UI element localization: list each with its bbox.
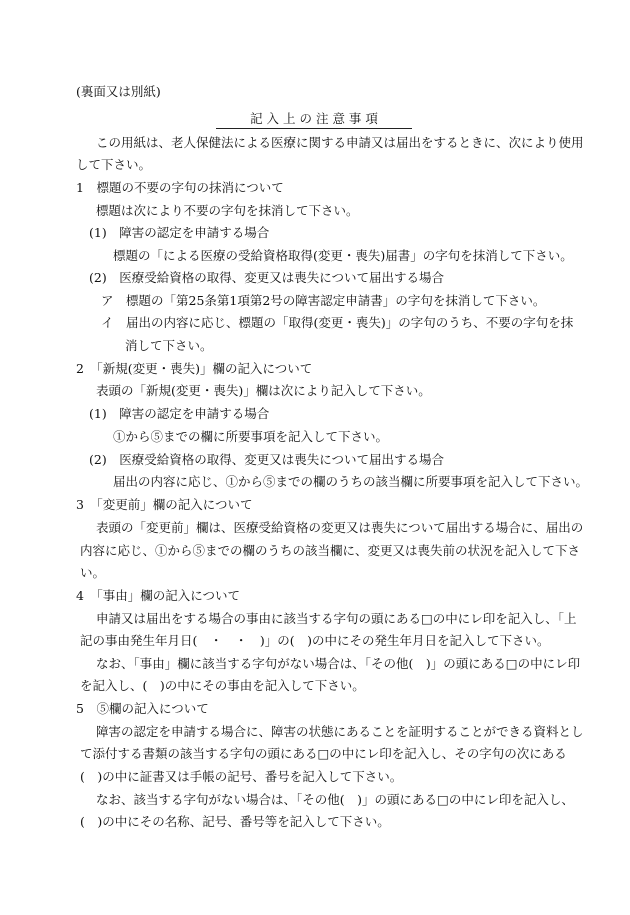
section-1-item-2-i-line-1: イ 届出の内容に応じ、標題の「取得(変更・喪失)」の字句のうち、不要の字句を抹 bbox=[101, 315, 574, 330]
section-5-p1-line-2: て添付する書類の該当する字句の頭にある□の中にレ印を記入し、その字句の次にある bbox=[80, 746, 567, 761]
section-2-item-2-heading: (2) 医療受給資格の取得、変更又は喪失について届出する場合 bbox=[89, 452, 444, 467]
section-1-heading: 1 標題の不要の字句の抹消について bbox=[76, 180, 284, 195]
intro-line-2: して下さい。 bbox=[76, 157, 152, 172]
section-4-p2-line-1: なお、「事由」欄に該当する字句がない場合は、「その他( )」の頭にある□の中にレ印 bbox=[96, 656, 581, 671]
section-2-body: 表頭の「新規(変更・喪失)」欄は次により記入して下さい。 bbox=[96, 383, 431, 398]
section-5-p2-line-2: ( )の中にその名称、記号、番号等を記入して下さい。 bbox=[80, 814, 390, 829]
section-5-p1-line-3: ( )の中に証書又は手帳の記号、番号を記入して下さい。 bbox=[80, 769, 403, 784]
section-2-item-2-body: 届出の内容に応じ、①から⑤までの欄のうちの該当欄に所要事項を記入して下さい。 bbox=[113, 474, 589, 489]
section-4-p1-line-2: 記の事由発生年月日( ・ ・ )」の( )の中にその発生年月日を記入して下さい。 bbox=[80, 633, 550, 648]
section-2-heading: 2 「新規(変更・喪失)」欄の記入について bbox=[76, 361, 313, 376]
section-3-line-3: い。 bbox=[80, 565, 106, 580]
section-4-p2-line-2: を記入し、( )の中にその事由を記入して下さい。 bbox=[80, 678, 365, 693]
section-1-item-1-heading: (1) 障害の認定を申請する場合 bbox=[89, 225, 270, 240]
reverse-side-note: (裏面又は別紙) bbox=[76, 84, 161, 99]
section-4-p1-line-1: 申請又は届出をする場合の事由に該当する字句の頭にある□の中にレ印を記入し、「上 bbox=[96, 611, 577, 626]
section-4-heading: 4 「事由」欄の記入について bbox=[76, 588, 240, 603]
section-3-line-2: 内容に応じ、①から⑤までの欄のうちの該当欄に、変更又は喪失前の状況を記入して下さ bbox=[80, 543, 581, 558]
section-5-heading: 5 ⑤欄の記入について bbox=[76, 701, 209, 716]
section-1-item-2-heading: (2) 医療受給資格の取得、変更又は喪失について届出する場合 bbox=[89, 270, 444, 285]
section-1-item-1-body: 標題の「による医療の受給資格取得(変更・喪失)届書」の字句を抹消して下さい。 bbox=[113, 248, 573, 263]
section-1-item-2-i-line-2: 消して下さい。 bbox=[125, 338, 213, 353]
section-2-item-1-heading: (1) 障害の認定を申請する場合 bbox=[89, 406, 270, 421]
page-title: 記 入 上 の 注 意 事 項 bbox=[216, 109, 412, 129]
section-5-p1-line-1: 障害の認定を申請する場合に、障害の状態にあることを証明することができる資料とし bbox=[96, 724, 584, 739]
section-3-heading: 3 「変更前」欄の記入について bbox=[76, 497, 253, 512]
section-1-item-2-a: ア 標題の「第25条第1項第2号の障害認定申請書」の字句を抹消して下さい。 bbox=[101, 293, 546, 308]
section-1-body: 標題は次により不要の字句を抹消して下さい。 bbox=[96, 203, 359, 218]
section-5-p2-line-1: なお、該当する字句がない場合は、「その他( )」の頭にある□の中にレ印を記入し、 bbox=[96, 792, 574, 807]
section-3-line-1: 表頭の「変更前」欄は、医療受給資格の変更又は喪失について届出する場合に、届出の bbox=[96, 520, 584, 535]
intro-line-1: この用紙は、老人保健法による医療に関する申請又は届出をするときに、次により使用 bbox=[96, 135, 584, 150]
section-2-item-1-body: ①から⑤までの欄に所要事項を記入して下さい。 bbox=[113, 429, 389, 444]
